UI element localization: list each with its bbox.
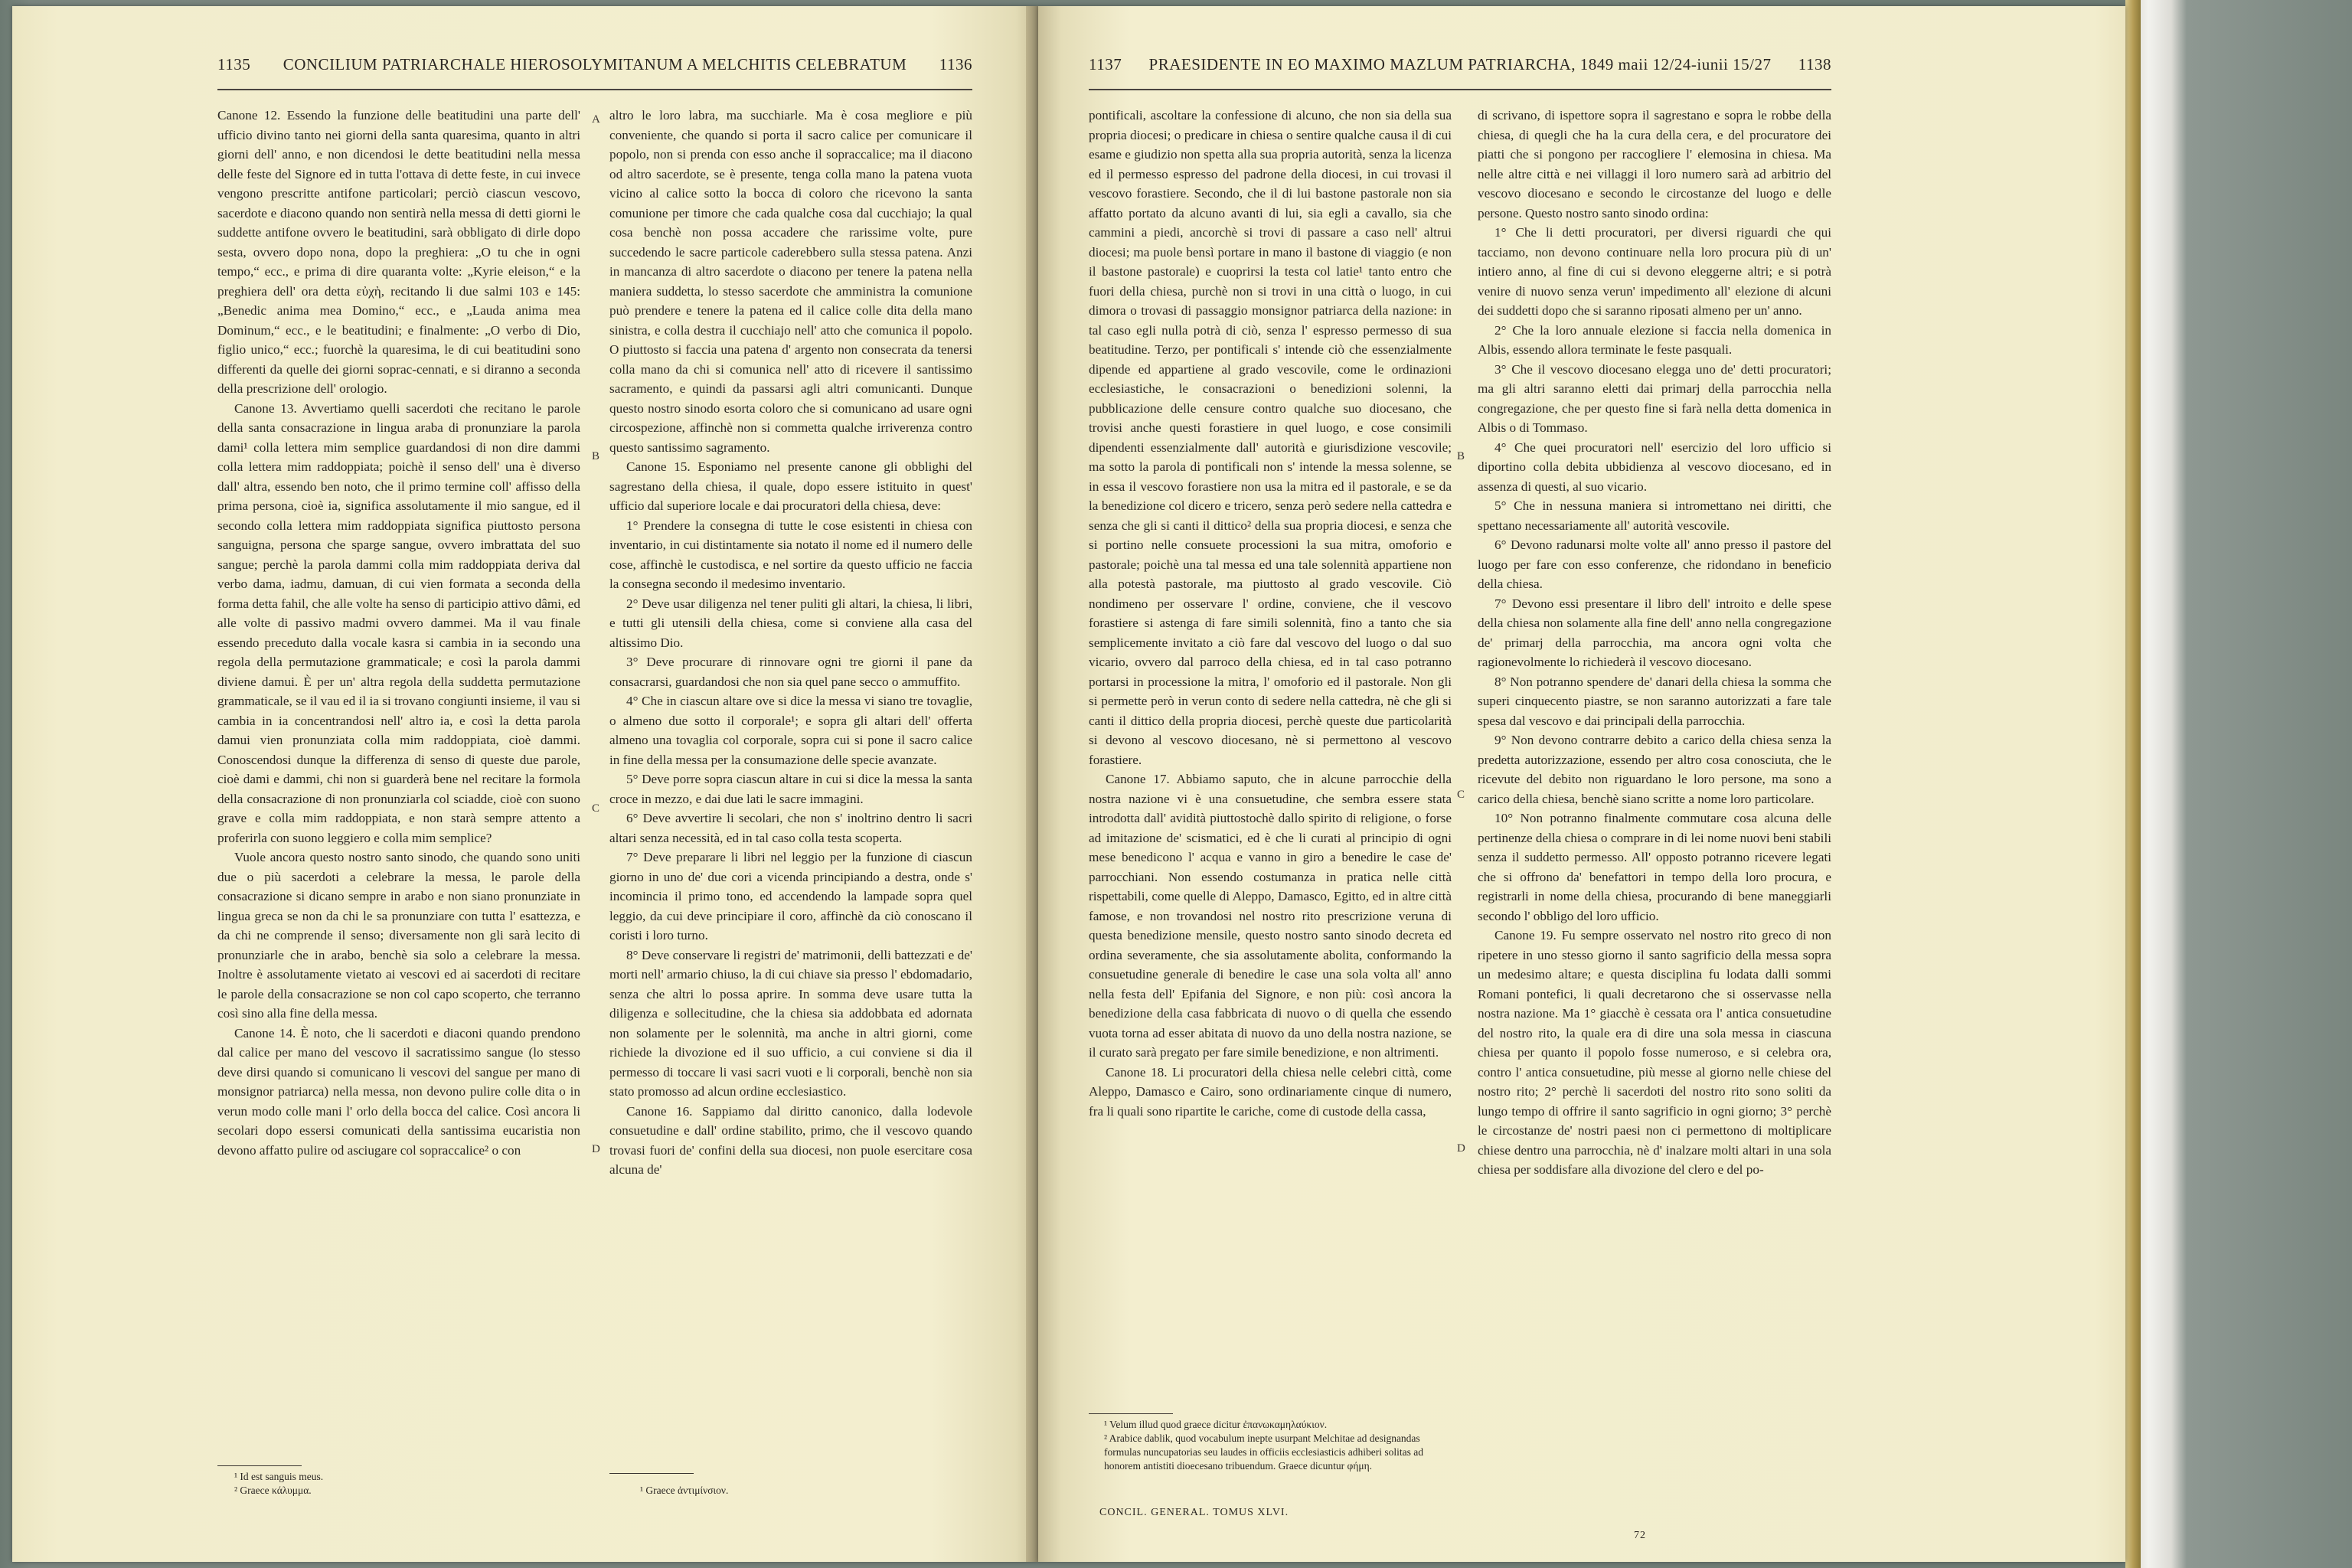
page-number: 1138 (1798, 55, 1831, 74)
paragraph: 5° Che in nessuna maniera si intromettano nei diritti, che spettano necessariamente all' autorità vescovile. (1478, 498, 1831, 533)
book-cover-edge (2125, 0, 2141, 1568)
header-rule (217, 89, 972, 90)
footnote-rule (1089, 1413, 1173, 1414)
footnote: ¹ Graece ἀντιμίνσιον. (640, 1485, 729, 1496)
footnotes (234, 1470, 571, 1498)
paragraph: 1° Che li detti procuratori, per diversi riguardi che qui tacciamo, non devono continuare nella loro procura più di un' intiero anno, al fine di cui si devono eleggerne altri; e si potrà venire di nuovo senza verun' impedimento all' elezione di alcuni dei suddetti dopo che si saranno riposati almeno per un' anno. (1478, 225, 1831, 318)
margin-letter: C (1457, 789, 1465, 801)
paragraph: 1° Prendere la consegna di tutte le cose esistenti in chiesa con inventario, in cui distintamente sia notato il nome ed il numero delle cose, affinchè le custodisca, e nel sortire da questo ufficio ne faccia la consegna secondo il medesimo inventario. (609, 518, 972, 591)
margin-letter: B (1457, 450, 1465, 462)
footnote-rule (609, 1473, 694, 1474)
paragraph: 4° Che quei procuratori nell' esercizio del loro ufficio si diportino colla debita ubbidienza al vescovo diocesano, ed in assenza di questi, al suo vicario. (1478, 439, 1831, 494)
paragraph: Canone 18. Li procuratori della chiesa nelle celebri città, come Aleppo, Damasco e Cairo, sono ordinariamente cinque di numero, fra li quali sono ripartite le cariche, come di custode della cassa, (1089, 1064, 1452, 1119)
footnote: ² Graece κάλυμμα. (234, 1485, 312, 1496)
paragraph: 6° Deve avvertire li secolari, che non s' inoltrino dentro li sacri altari senza necessità, ed in tal caso colla testa scoperta. (609, 811, 972, 845)
running-head (217, 55, 972, 83)
paragraph: 2° Che la loro annuale elezione si faccia nella domenica in Albis, essendo allora terminate le feste pasquali. (1478, 322, 1831, 357)
paragraph: Canone 14. È noto, che li sacerdoti e diaconi quando prendono dal calice per mano del vescovo il sacratissimo sangue (lo stesso deve dirsi quando si comunicano li vescovi del sangue per mano di monsignor patriarca) nella messa, non devono pulire colle dita o in verun modo colle mani l' orlo della bocca del calice. Così ancora li secolari dopo essersi comunicati della santissima eucaristia non devono affatto pulire od asciugare col sopraccalice² o con (217, 1025, 580, 1158)
paragraph: 9° Non devono contrarre debito a carico della chiesa senza la predetta autorizzazione, essendo per altro cosa conosciuta, che le ricevute del debito non riguardano le loro persone, ma sono a carico della chiesa, benchè siano scritte a nome loro particolare. (1478, 733, 1831, 806)
paragraph: 10° Non potranno finalmente commutare cosa alcuna delle pertinenze della chiesa o comprare in di lei nome nuovi beni stabili senza il suddetto permesso. All' opposto potranno ricevere legati che si offrono da' benefattori in tempo della loro procura, e registrarli in nome della chiesa, procurando di bene maneggiarli secondo l' obbligo del loro ufficio. (1478, 811, 1831, 923)
paragraph: 6° Devono radunarsi molte volte all' anno presso il pastore del luogo per fare con esso conferenze, che ridondano in beneficio della chiesa. (1478, 537, 1831, 591)
paragraph: 7° Deve preparare li libri nel leggio per la funzione di ciascun giorno in uno de' due cori a vicenda principiando a destra, onde s' incomincia il primo tono, ed accendendo la lampade sopra quel leggio, da cui deve principiare il coro, affinchè da ciò conoscano il coristi i loro turno. (609, 850, 972, 942)
footnote: ² Arabice dablik, quod vocabulum inepte usurpant Melchitae ad designandas formulas nuncupatorias seu laudes in officiis ecclesiasticis adhiberi solitas ad honorem antistiti dioecesano tribuendum. Graece dicuntur φήμη. (1104, 1432, 1424, 1472)
margin-letter: C (592, 802, 600, 815)
text-column-left (1089, 106, 1452, 1121)
paragraph: Canone 15. Esponiamo nel presente canone gli obblighi del sagrestano della chiesa, il quale, dopo essere istituito in quest' ufficio dal superiore locale e dai procuratori della chiesa, deve: (609, 459, 972, 513)
running-title: CONCILIUM PATRIARCHALE HIEROSOLYMITANUM A MELCHITIS CELEBRATUM (283, 55, 907, 74)
paragraph: 5° Deve porre sopra ciascun altare in cui si dice la messa la santa croce in mezzo, e dai due lati le sacre immagini. (609, 772, 972, 806)
running-head (1089, 55, 1831, 83)
paragraph: Canone 17. Abbiamo saputo, che in alcune parrocchie della nostra nazione vi è una consuetudine, che sembra essere stata introdotta dall' avidità piuttostochè dallo spirito di religione, o forse ad imitazione de' scismatici, ed è che li curati al principio di ogni mese benedicono l' acqua e vanno in giro a benedire le case de' parrocchiani. Non essendo costumanza in pratica nelle città rispettabili, come quelle di Aleppo, Damasco, Egitto, ed in altre città famose, e non trovandosi nel nostro rito prescrizione veruna di questa benedizione mensile, questo nostro santo sinodo decreta ed ordina severamente, che sia assolutamente abolita, conformando la consuetudine generale di benedire le case una sola volta all' anno nella festa dell' Epifania del Signore, e non più: così ancora la benedizione della casa fabbricata di nuovo o di quella che essendo vuota torna ad esser abitata di nuovo da uno della nostra nazione, se il curato sarà pregato per fare simile benedizione, e non altrimenti. (1089, 772, 1452, 1060)
paragraph: altro le loro labra, ma succhiarle. Ma è cosa megliore e più conveniente, che quando si porta il sacro calice per comunicare il popolo, non si prenda con esso anche il sopraccalice; ma il diacono od altro sacerdote, se è presente, tenga colla mano la patena vuota vicino al calice sotto la bocca di coloro che ricevono la santa comunione per timore che cada qualche cosa dal cucchiajo; la qual cosa benchè non possa accadere che rarissime volte, pure succedendo le sacre particole caderebbero sulla stessa patena. Anzi in mancanza di altro sacerdote o diacono per tenere la patena nella maniera suddetta, lo stesso sacerdote che amministra la comunione può prendere e tenere la patena ed il calice colle dita della mano sinistra, e colla destra il cucchiajo nell' atto che comunica il popolo. O piuttosto si faccia una patena d' argento non consecrata da tenersi colla mano da chi si comunica nell' atto di ricevere il santissimo sacramento, e quindi da passarsi agli altri comunicanti. Dunque questo nostro sinodo esorta coloro che si comunicano ad usare ogni circospezione, affinchè non si commetta qualche irriverenza contro questo santissimo sagramento. (609, 108, 972, 455)
paragraph: 4° Che in ciascun altare ove si dice la messa vi siano tre tovaglie, o almeno due sotto il corporale¹; e sopra gli altari dell' offerta almeno una tovaglia col corporale, sopra cui si pone il sacro calice in fine della messa per la consumazione delle specie avanzate. (609, 694, 972, 767)
paragraph: 3° Deve procurare di rinnovare ogni tre giorni il pane da consacrarsi, guardandosi che non sia quel pane secco o ammuffito. (609, 655, 972, 689)
page-number: 1135 (217, 55, 251, 74)
footnote-rule (217, 1465, 302, 1466)
footnote: ¹ Id est sanguis meus. (234, 1471, 324, 1482)
text-column-right (609, 106, 972, 1180)
right-page (1038, 6, 2125, 1562)
margin-letter: D (592, 1143, 600, 1155)
paragraph: di scrivano, di ispettore sopra il sagrestano e sopra le robbe della chiesa, di quegli che ha la cura della cera, e del procuratore dei piatti che si pongono per raccogliere l' elemosina in chiesa. Ma nelle altre città e nei villaggi il loro numero sarà ad arbitrio del vescovo diocesano e secondo le circostanze del luogo e delle persone. Questo nostro santo sinodo ordina: (1478, 108, 1831, 220)
header-rule (1089, 89, 1831, 90)
footnote: ¹ Velum illud quod graece dicitur ἐπανωκαμηλαύκιον. (1104, 1419, 1328, 1430)
paragraph: Vuole ancora questo nostro santo sinodo, che quando sono uniti due o più sacerdoti a celebrare la messa, le parole della consacrazione si dicano sempre in arabo e non siano pronunziate in lingua greca se non da chi le sa pronunziare con tutta l' esattezza, e da chi ne comprende il senso; diversamente non gli sarà lecito di pronunziarle che in arabo, benchè sia solo a celebrare la messa. Inoltre è assolutamente vietato ai vescovi ed ai sacerdoti di recitare le parole della consacrazione se non col capo scoperto, che terranno così sino alla fine della messa. (217, 850, 580, 1021)
margin-letter: A (592, 113, 600, 126)
paragraph: Canone 19. Fu sempre osservato nel nostro rito greco di non ripetere in uno stesso giorno il santo sagrificio della messa sopra un medesimo altare; e questa disciplina fu lodata dalli sommi Romani pontefici, li quali decretarono che si osservasse nella nostra nazione. Ma 1° giacchè è cessata ora l' antica consuetudine del nostro rito, la quale era di dire una sola messa in ciascuna chiesa per quanto il popolo fosse numeroso, e si celebra ora, contro l' antica consuetudine, più messe al giorno nelle chiese del nostro rito; 2° perchè li sacerdoti del nostro rito sono soliti da lungo tempo di offrire il santo sagrificio in ogni giorno; 3° perchè le circostanze de' nostri paesi non ci permettono di moltiplicare chiese dentro una parrocchia, nè d' inalzare molti altari in una sola chiesa per soddisfare alla divozione del clero e del po- (1478, 928, 1831, 1177)
paragraph: 3° Che il vescovo diocesano elegga uno de' detti procuratori; ma gli altri saranno eletti dai primarj della parrocchia nella congregazione, che per questo fine si farà nella detta domenica in Albis o di Tommaso. (1478, 361, 1831, 435)
book-cover-board (2141, 0, 2352, 1568)
paragraph: 7° Devono essi presentare il libro dell' introito e delle spese della chiesa non solamente alla fine dell' anno nella congregazione de' primarj della parrocchia, ma ancora ogni volta che ragionevolmente lo richiederà il vescovo diocesano. (1478, 596, 1831, 669)
footnotes (640, 1484, 962, 1498)
running-title: PRAESIDENTE IN EO MAXIMO MAZLUM PATRIARCHA, 1849 maii 12/24-iunii 15/27 (1148, 55, 1772, 74)
left-page (12, 6, 1038, 1562)
volume-signature: CONCIL. GENERAL. TOMUS XLVI. (1099, 1507, 1289, 1518)
page-number: 1137 (1089, 55, 1122, 74)
footnotes (1104, 1418, 1449, 1473)
page-number: 1136 (939, 55, 972, 74)
paragraph: pontificali, ascoltare la confessione di alcuno, che non sia della sua propria diocesi; o predicare in chiesa o sentire qualche causa il di cui esame e giudizio non spetta alla sua propria autorità, senza la licenza ed il permesso espresso del padrone della diocesi, in cui trovasi il vescovo forastiere. Secondo, che il di lui bastone pastorale non sia affatto portato da alcuno avanti di lui, sia egli a cavallo, sia che cammini a piedi, ancorchè si trovi di passare a caso nell' altrui diocesi; ma puole bensì portare in mano il bastone di viaggio (e non il bastone pastorale) e cuoprirsi la testa col latie¹ tanto entro che fuori della chiesa, purchè non si trovi in una città o luogo, in cui dimora o trovasi di passaggio monsignor patriarca della nazione: in tal caso egli nulla potrà di ciò, senza l' espresso permesso di sua beatitudine. Terzo, per pontificali s' intende ciò che essenzialmente dipende ed appartiene al grado vescovile, come le ordinazioni ecclesiastiche, le consacrazioni o benedizioni solenni, la pubblicazione delle censure contro qualche suo diocesano, che trovisi anche questi forastiere in quel luogo, e cose consimili dipendenti essenzialmente dall' autorità e giurisdizione vescovile; ma sotto la parola di pontificali non s' intende la messa solenne, se in essa il vescovo forastiere non usa la mitra ed il pastorale, e se da la benedizione col dicero e tricero, senza però sedere nella cattedra e senza che gli si canti il dittico² della sua propria diocesi, e senza che si portino nelle consuete processioni la sua mitra, omoforio e pastorale; poichè una tal messa ed una tale solennità appartiene non alla potestà pastorale, ma piuttosto al grado vescovile. Ciò nondimeno per osservare l' ordine, conviene, che il vescovo forastiere si astenga di fare simili solennità, fino a tanto che sia semplicemente invitato a ciò fare dal vescovo del luogo o dal suo vicario, ovvero dal parroco della chiesa, ed in tal caso potranno portarsi in processione la mitra, l' omoforio ed il pastorale. Non gli si permette però in verun conto di sedere nella cattedra, nè che gli si canti il dittico della propria diocesi, perchè queste due particolarità si devono al vescovo diocesano, nè si permettono al vescovo forastiere. (1089, 108, 1452, 767)
paragraph: Canone 16. Sappiamo dal diritto canonico, dalla lodevole consuetudine e dall' ordine stabilito, primo, che il vescovo quando trovasi fuori de' confini della sua diocesi, non puole esercitare cosa alcuna de' (609, 1103, 972, 1177)
text-column-left (217, 106, 580, 1160)
paragraph: 2° Deve usar diligenza nel tener puliti gli altari, la chiesa, li libri, e tutti gli utensili della chiesa, come si conviene alla casa del altissimo Dio. (609, 596, 972, 650)
paragraph: 8° Deve conservare li registri de' matrimonii, delli battezzati e de' morti nell' armario chiuso, la di cui chiave sia presso l' ebdomadario, senza che altri lo possa aprire. In somma deve usare tutta la diligenza e sollecitudine, che la chiesa sia addobbata ed adornata non solamente per le solennità, ma anche in altri giorni, come richiede la divozione ed il suo ufficio, a cui conviene si dia il permesso di toccare li vasi sacri vuoti e li corporali, benchè non sia stato promosso ad alcun ordine ecclesiastico. (609, 947, 972, 1099)
margin-letter: B (592, 450, 600, 462)
margin-letter: D (1457, 1142, 1465, 1155)
sheet-number: 72 (1634, 1530, 1646, 1541)
text-column-right (1478, 106, 1831, 1180)
paragraph: Canone 13. Avvertiamo quelli sacerdoti che recitano le parole della santa consacrazione in lingua araba di pronunziare la parola dami¹ colla lettera mim semplice guardandosi di non dire dammi colla lettera mim raddoppiata; poichè il senso dell' una è diverso dall' altra, essendo ben noto, che il primo termine coll' affisso della prima persona, cioè ia, significa assolutamente il mio sangue, ed il secondo colla lettera mim raddoppiata significa piuttosto persona sanguigna, persona che sparge sangue, ovvero imbrattata del suo sangue; perchè la parola dammi colla mim raddoppiata deriva dal verbo dama, iadmu, damuan, di cui vien formata a seconda della forma detta fahil, che alle volte ha senso di participio attivo dâmi, ed alle volte di passivo madmi ovvero dammei. Ma il vau finale essendo preceduto dalla vocale kasra si cambia in ia secondo una regola della permutazione grammaticale; e così la parola dammi diviene damui. È per un' altra regola della suddetta permutazione grammaticale, se il vau ed il ia si trovano congiunti insieme, il vau si cambia in ia concentrandosi nell' altro ia, e così la detta parola damui vien pronunziata colla mim raddoppiata, cioè dammi. Conoscendosi dunque la differenza di senso di queste due parole, cioè dami e dammi, chi non si guarderà bene nel recitare la formola della consacrazione di non pronunziarla col sciadde, cioè con suono grave e colla mim raddoppiata, e non starà sempre attento a proferirla con suono leggiero e colla mim semplice? (217, 400, 580, 845)
paragraph: Canone 12. Essendo la funzione delle beatitudini una parte dell' ufficio divino tanto nei giorni della santa quaresima, quanto in altri giorni dell' anno, e non dicendosi le dette beatitudini nella messa delle feste del Signore ed in tutta l'ottava di dette feste, in cui invece vengono prescritte antifone particolari; perciò ciascun vescovo, sacerdote e diacono quando non sentirà nella messa di detti giorni le suddette antifone ovvero le beatitudini, sarà obbligato di dirle dopo sesta, ovvero dopo nona, dopo la preghiera: „O tu che in ogni tempo,“ ecc., e prima di dire quaranta volte: „Kyrie eleison,“ e la preghiera dell' ora detta εὐχὴ, recitando li due salmi 103 e 145: „Benedic anima mea Domino,“ ecc., e „Lauda anima mea Dominum,“ ecc., e le beatitudini; e finalmente: „O verbo di Dio, figlio unico,“ ecc.; fuorchè la quaresima, le di cui beatitudini sono differenti da quelle dei giorni soprac-cennati, e si diranno a seconda della prescrizione dell' orologio. (217, 108, 580, 396)
paragraph: 8° Non potranno spendere de' danari della chiesa la somma che superi cinquecento piastre, se non saranno autorizzati a fare tale spesa dal vescovo e dai principali della parrocchia. (1478, 674, 1831, 728)
